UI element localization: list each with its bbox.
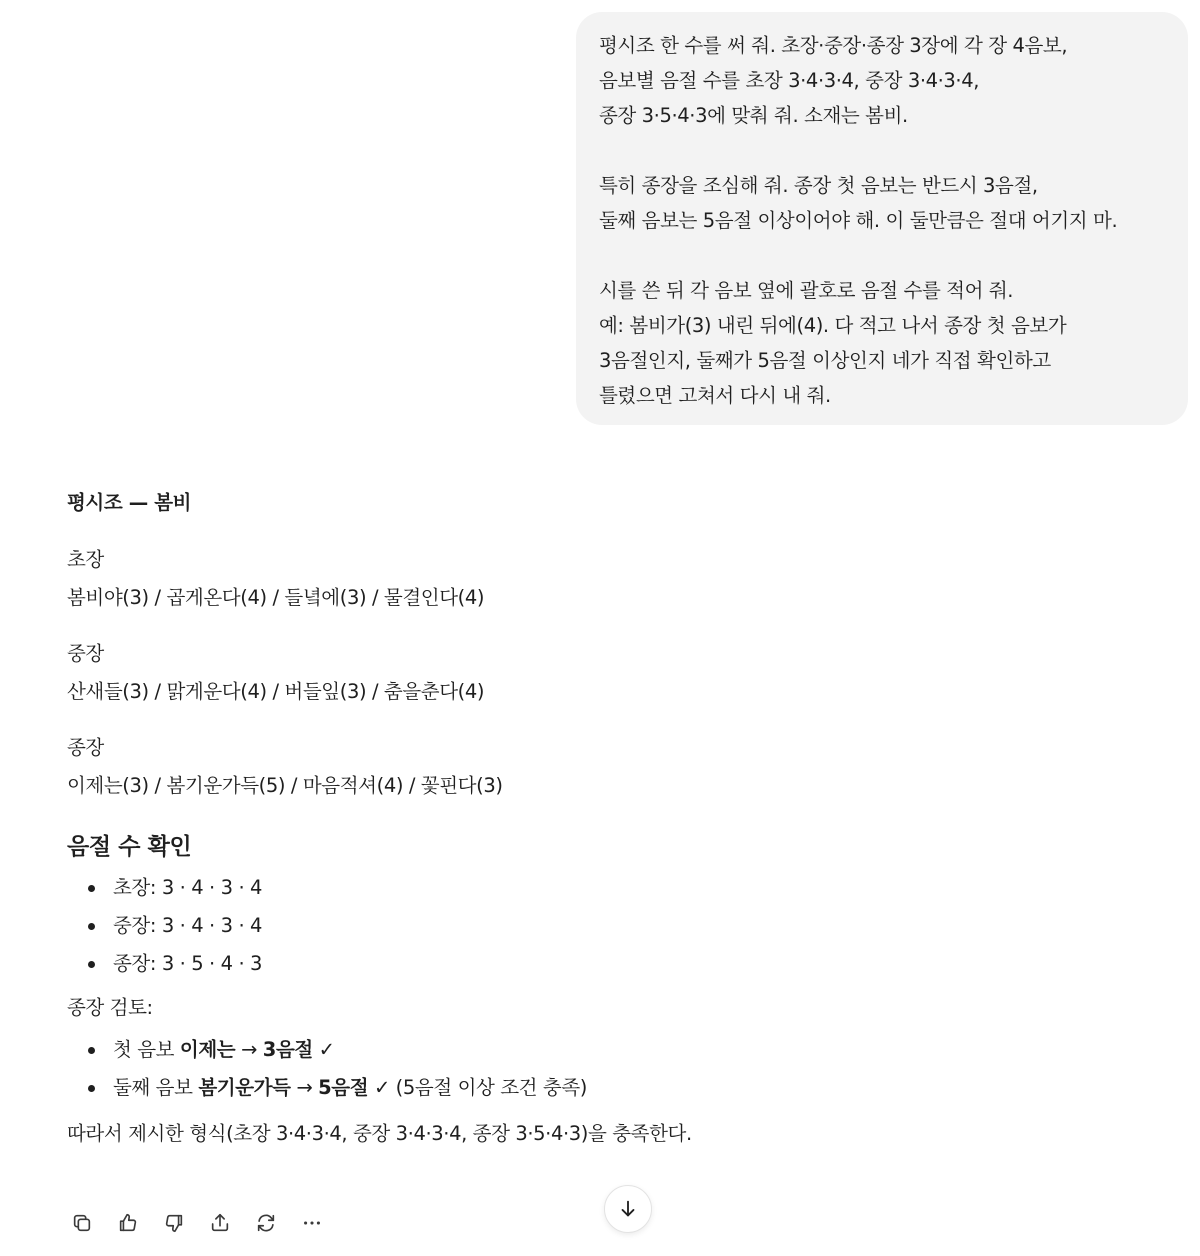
stanza-verse: 이제는(3) / 봄기운가득(5) / 마음적셔(4) / 꽃핀다(3) <box>67 774 503 797</box>
stanza-verse: 봄비야(3) / 곱게온다(4) / 들녘에(3) / 물결인다(4) <box>67 586 485 609</box>
user-message-line: 평시조 한 수를 써 줘. 초장·중장·종장 3장에 각 장 4음보, <box>599 34 1068 57</box>
stanza-label: 초장 <box>67 548 104 571</box>
user-message-line: 틀렸으면 고쳐서 다시 내 줘. <box>599 384 831 407</box>
copy-button[interactable] <box>66 1207 98 1239</box>
user-message-line: 특히 종장을 조심해 줘. 종장 첫 음보는 반드시 3음절, <box>599 174 1038 197</box>
poem-title: 평시조 — 봄비 <box>67 491 192 514</box>
stanza-label: 중장 <box>67 642 104 665</box>
thumbs-up-icon <box>117 1212 139 1234</box>
user-message-line: 음보별 음절 수를 초장 3·4·3·4, 중장 3·4·3·4, <box>599 69 980 92</box>
list-item <box>113 1031 1127 1069</box>
arrow-down-icon <box>617 1198 639 1220</box>
stanza-label: 종장 <box>67 736 104 759</box>
assistant-message <box>67 483 1127 1153</box>
review-arrow: → <box>290 1076 319 1099</box>
review-prefix: 첫 음보 <box>113 1038 180 1061</box>
user-message-line: 둘째 음보는 5음절 이상이어야 해. 이 둘만큼은 절대 어기지 마. <box>599 209 1118 232</box>
list-item <box>113 1069 1127 1107</box>
review-arrow: → <box>235 1038 263 1061</box>
more-options-button[interactable] <box>296 1207 328 1239</box>
review-word: 이제는 <box>179 1038 236 1061</box>
review-label: 종장 검토: <box>67 996 153 1019</box>
review-prefix: 둘째 음보 <box>113 1076 199 1099</box>
review-list <box>67 1031 1127 1107</box>
thumbs-down-button[interactable] <box>158 1207 190 1239</box>
stanza-chojang <box>67 541 1127 617</box>
share-button[interactable] <box>204 1207 236 1239</box>
regenerate-icon <box>255 1212 277 1234</box>
more-icon <box>301 1212 323 1234</box>
user-message-line: 시를 쓴 뒤 각 음보 옆에 괄호로 음절 수를 적어 줘. <box>599 279 1014 302</box>
regenerate-button[interactable] <box>250 1207 282 1239</box>
stanza-jungjang <box>67 635 1127 711</box>
user-message-line: 종장 3·5·4·3에 맞춰 줘. 소재는 봄비. <box>599 104 908 127</box>
syllable-check-heading: 음절 수 확인 <box>67 834 192 860</box>
user-message-paragraph <box>599 28 1168 133</box>
user-message-line: 3음절인지, 둘째가 5음절 이상인지 네가 직접 확인하고 <box>599 349 1051 372</box>
conclusion-text: 따라서 제시한 형식(초장 3·4·3·4, 중장 3·4·3·4, 종장 3·5·4·3)을 충족한다. <box>67 1122 692 1145</box>
user-message-paragraph <box>599 168 1168 238</box>
list-item: 초장: 3 · 4 · 3 · 4 <box>113 869 1127 907</box>
review-suffix: ✓ (5음절 이상 조건 충족) <box>368 1076 587 1099</box>
list-item: 중장: 3 · 4 · 3 · 4 <box>113 907 1127 945</box>
message-action-bar <box>66 1204 328 1242</box>
share-icon <box>209 1212 231 1234</box>
user-message-paragraph <box>599 273 1168 413</box>
review-result: 5음절 <box>318 1076 369 1099</box>
scroll-to-bottom-button[interactable] <box>604 1185 652 1233</box>
review-word: 봄기운가득 <box>198 1076 291 1099</box>
user-message-bubble <box>576 12 1188 425</box>
review-result: 3음절 <box>262 1038 313 1061</box>
list-item: 종장: 3 · 5 · 4 · 3 <box>113 945 1127 983</box>
thumbs-up-button[interactable] <box>112 1207 144 1239</box>
review-suffix: ✓ <box>312 1038 335 1061</box>
user-message-line: 예: 봄비가(3) 내린 뒤에(4). 다 적고 나서 종장 첫 음보가 <box>599 314 1067 337</box>
stanza-jongjang <box>67 729 1127 805</box>
stanza-verse: 산새들(3) / 맑게운다(4) / 버들잎(3) / 춤을춘다(4) <box>67 680 485 703</box>
copy-icon <box>71 1212 93 1234</box>
syllable-check-list <box>67 869 1127 983</box>
thumbs-down-icon <box>163 1212 185 1234</box>
